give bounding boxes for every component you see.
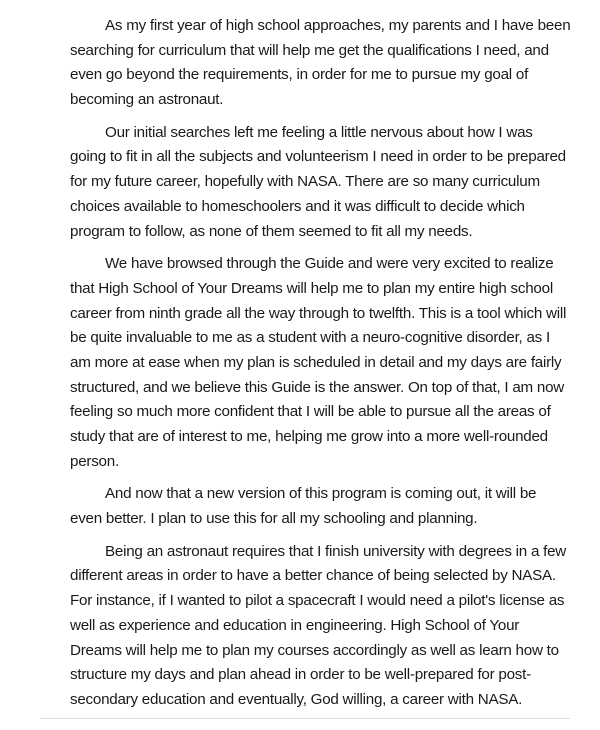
- text-line: secondary education and eventually, God willing, a career with NASA.: [70, 690, 523, 708]
- paragraph-spacing: [70, 532, 548, 540]
- paragraph-spacing: [70, 474, 548, 482]
- paragraph-1: [70, 14, 571, 113]
- paragraph-spacing: [70, 244, 548, 252]
- paragraph-3: [70, 252, 567, 474]
- text-line: person.: [70, 452, 119, 470]
- text-line: Being an astronaut requires that I finish university with degrees in a few: [105, 542, 567, 560]
- paragraph-4: [70, 482, 548, 531]
- paragraph-spacing: [70, 113, 548, 121]
- text-line: well as experience and education in engineering. High School of Your: [70, 616, 520, 634]
- text-line: study that are of interest to me, helping me grow into a more well-rounded: [70, 428, 548, 445]
- paragraph-2: [70, 121, 566, 244]
- text-line: even better. I plan to use this for all my schooling and planning.: [70, 510, 478, 528]
- text-line: even go beyond the requirements, in order for me to pursue my goal of: [70, 66, 529, 84]
- page-bottom-divider: [40, 718, 570, 719]
- text-line: that High School of Your Dreams will help me to plan my entire high school: [70, 279, 553, 297]
- paragraph-5: [70, 540, 567, 713]
- text-line: searching for curriculum that will help me get the qualifications I need, and: [70, 41, 549, 59]
- text-line: career from ninth grade all the way through to twelfth. This is a tool which will: [70, 304, 567, 322]
- text-line: For instance, if I wanted to pilot a spacecraft I would need a pilot's license as: [70, 592, 565, 610]
- document-body: [70, 14, 571, 713]
- text-line: Our initial searches left me feeling a little nervous about how I was: [105, 123, 533, 141]
- text-line: As my first year of high school approaches, my parents and I have been: [105, 17, 571, 34]
- text-line: for my future career, hopefully with NASA. There are so many curriculum: [70, 173, 540, 191]
- text-line: going to fit in all the subjects and volunteerism I need in order to be prepared: [70, 148, 566, 166]
- text-line: We have browsed through the Guide and were very excited to realize: [105, 255, 554, 273]
- text-line: program to follow, as none of them seemed to fit all my needs.: [70, 222, 473, 240]
- text-line: Dreams will help me to plan my courses accordingly as well as learn how to: [70, 641, 559, 659]
- text-line: choices available to homeschoolers and it was difficult to decide which: [70, 197, 525, 215]
- text-line: different areas in order to have a better chance of being selected by NASA.: [70, 567, 556, 585]
- text-line: structure my days and plan ahead in order to be well-prepared for post-: [70, 666, 531, 684]
- text-line: am more at ease when my plan is scheduled in detail and my days are fairly: [70, 353, 562, 371]
- text-line: be quite invaluable to me as a student with a neuro-cognitive disorder, as I: [70, 329, 550, 347]
- text-line: structured, and we believe this Guide is the answer. On top of that, I am now: [70, 378, 565, 396]
- text-line: And now that a new version of this program is coming out, it will be: [105, 485, 537, 503]
- text-line: feeling so much more confident that I will be able to pursue all the areas of: [70, 403, 551, 421]
- text-line: becoming an astronaut.: [70, 91, 224, 109]
